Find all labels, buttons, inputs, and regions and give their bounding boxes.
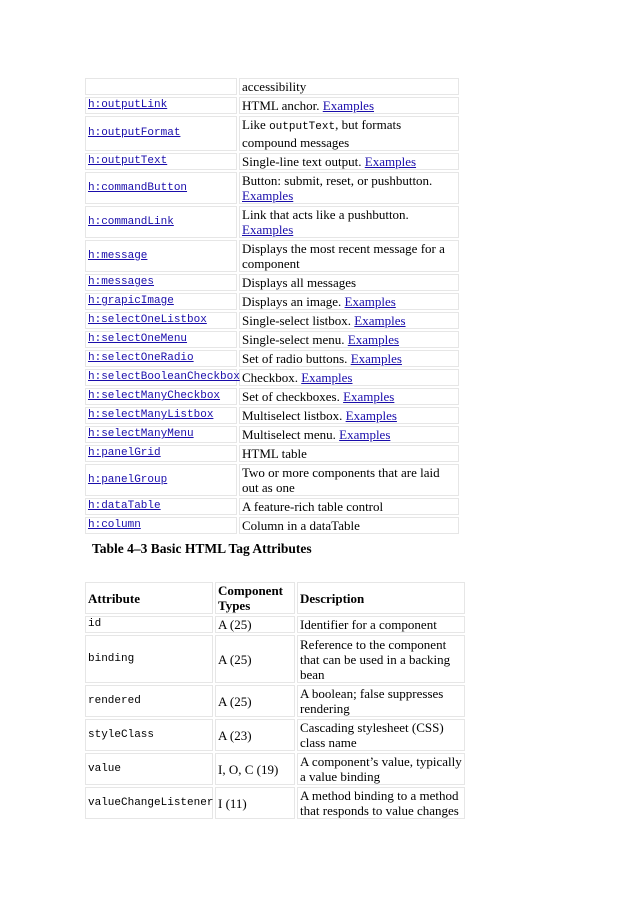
- description-cell: Reference to the component that can be used in a backing bean: [297, 635, 465, 683]
- tag-link[interactable]: h:message: [88, 249, 148, 262]
- component-types-cell: A (23): [215, 719, 295, 751]
- attribute-cell: binding: [85, 635, 213, 683]
- table-row: [85, 350, 459, 367]
- component-types-cell: A (25): [215, 685, 295, 717]
- tag-link[interactable]: h:selectOneRadio: [88, 352, 194, 364]
- tag-cell: [85, 78, 237, 95]
- description-prefix: Like: [242, 117, 270, 132]
- tag-link[interactable]: h:panelGrid: [88, 447, 161, 459]
- component-types-cell: I (11): [215, 787, 295, 819]
- table-row: [85, 293, 459, 310]
- table-row: [85, 116, 459, 151]
- description-cell: [239, 407, 459, 424]
- description-cell: [239, 350, 459, 367]
- description-cell: [239, 97, 459, 114]
- tag-cell[interactable]: [85, 274, 237, 291]
- description-cell: [239, 498, 459, 515]
- description-text: Column in a dataTable: [242, 518, 360, 533]
- table-row: [85, 274, 459, 291]
- tag-link[interactable]: h:commandButton: [88, 181, 188, 194]
- component-types-cell: A (25): [215, 635, 295, 683]
- header-component-types: Component Types: [215, 582, 295, 614]
- table-caption: Table 4–3 Basic HTML Tag Attributes: [92, 541, 312, 556]
- table-row: [85, 206, 459, 238]
- description-cell: [239, 206, 459, 238]
- tag-cell[interactable]: [85, 331, 237, 348]
- attribute-cell: valueChangeListener: [85, 787, 213, 819]
- description-text: accessibility: [242, 79, 307, 94]
- description-cell: Cascading stylesheet (CSS) class name: [297, 719, 465, 751]
- examples-link[interactable]: Examples: [350, 351, 402, 366]
- description-cell: [239, 274, 459, 291]
- attribute-cell: rendered: [85, 685, 213, 717]
- component-types-cell: I, O, C (19): [215, 753, 295, 785]
- table-row: [85, 153, 459, 170]
- tag-cell[interactable]: [85, 206, 237, 238]
- description-text: Two or more components that are laid out as one: [242, 465, 440, 495]
- description-cell: [239, 293, 459, 310]
- description-cell: [239, 172, 459, 204]
- tag-link[interactable]: h:selectManyCheckbox: [88, 390, 221, 402]
- description-text: A feature-rich table control: [242, 499, 384, 514]
- examples-link[interactable]: Examples: [354, 313, 406, 328]
- table-row: [85, 787, 465, 819]
- description-cell: A boolean; false suppresses rendering: [297, 685, 465, 717]
- description-cell: [239, 464, 459, 496]
- description-text: Displays an image.: [242, 294, 345, 309]
- description-text: Multiselect listbox.: [242, 408, 346, 423]
- tag-cell[interactable]: [85, 498, 237, 515]
- description-cell: [239, 240, 459, 272]
- description-text: Single-line text output.: [242, 154, 365, 169]
- description-cell: [239, 388, 459, 405]
- description-cell: [239, 153, 459, 170]
- table-row: [85, 616, 465, 633]
- tag-cell[interactable]: [85, 517, 237, 534]
- header-attribute: Attribute: [85, 582, 213, 614]
- table-row: [85, 172, 459, 204]
- tag-link[interactable]: h:commandLink: [88, 215, 174, 228]
- examples-link[interactable]: Examples: [322, 98, 375, 113]
- tag-link[interactable]: h:outputText: [88, 155, 168, 167]
- description-cell: A method binding to a method that responds to value changes: [297, 787, 465, 819]
- description-cell: [239, 426, 459, 443]
- examples-link[interactable]: Examples: [242, 222, 294, 237]
- tag-link[interactable]: h:selectOneListbox: [88, 314, 207, 326]
- tag-link[interactable]: h:column: [88, 519, 141, 531]
- tag-cell[interactable]: [85, 312, 237, 329]
- description-text: Displays the most recent message for a component: [242, 241, 445, 271]
- tag-link[interactable]: h:panelGroup: [88, 473, 168, 486]
- description-text: HTML table: [242, 446, 307, 461]
- attribute-cell: value: [85, 753, 213, 785]
- tag-link[interactable]: h:selectOneMenu: [88, 333, 188, 345]
- table-row: [85, 685, 465, 717]
- description-cell: [239, 116, 459, 151]
- description-text: Single-select menu.: [242, 332, 348, 347]
- table-row: [85, 426, 459, 443]
- examples-link[interactable]: Examples: [339, 427, 391, 442]
- description-cell: [239, 445, 459, 462]
- tag-link[interactable]: h:outputFormat: [88, 127, 181, 139]
- description-cell: [239, 78, 459, 95]
- table-row: [85, 312, 459, 329]
- table-row: [85, 753, 465, 785]
- tag-link[interactable]: h:selectManyMenu: [88, 428, 194, 440]
- tag-cell[interactable]: [85, 240, 237, 272]
- description-text: Displays all messages: [242, 275, 357, 290]
- description-cell: [239, 312, 459, 329]
- tag-cell[interactable]: [85, 293, 237, 310]
- tag-cell[interactable]: [85, 407, 237, 424]
- tag-cell[interactable]: [85, 426, 237, 443]
- component-types-cell: A (25): [215, 616, 295, 633]
- description-text: Set of checkboxes.: [242, 389, 344, 404]
- attributes-table-body: [85, 616, 465, 819]
- table-row: [85, 97, 459, 114]
- description-text: HTML anchor.: [242, 98, 323, 113]
- attribute-cell: styleClass: [85, 719, 213, 751]
- table-row: [85, 240, 459, 272]
- examples-link[interactable]: Examples: [242, 188, 294, 203]
- tag-table-body: [85, 78, 459, 534]
- tag-link[interactable]: h:outputLink: [88, 99, 168, 111]
- table-row: [85, 517, 459, 534]
- description-text: Set of radio buttons.: [242, 351, 351, 366]
- table-row: [85, 719, 465, 751]
- tag-cell[interactable]: [85, 445, 237, 462]
- description-cell: [239, 369, 459, 386]
- table-row: [85, 635, 465, 683]
- tag-cell[interactable]: [85, 116, 237, 151]
- table-row: [85, 464, 459, 496]
- examples-link[interactable]: Examples: [347, 332, 400, 347]
- header-description: Description: [297, 582, 465, 614]
- description-text: Button: submit, reset, or pushbutton.: [242, 173, 433, 188]
- attributes-table: [83, 580, 467, 821]
- tag-link[interactable]: h:messages: [88, 276, 155, 288]
- table-row: [85, 498, 459, 515]
- examples-link[interactable]: Examples: [344, 294, 396, 309]
- tag-cell[interactable]: [85, 153, 237, 170]
- description-text: Multiselect menu.: [242, 427, 340, 442]
- description-code: outputText: [269, 121, 336, 133]
- tag-cell[interactable]: [85, 172, 237, 204]
- tag-link[interactable]: h:grapicImage: [88, 295, 174, 307]
- description-cell: [239, 517, 459, 534]
- table-row: [85, 407, 459, 424]
- attribute-cell: id: [85, 616, 213, 633]
- description-text: , but formats compound messages: [242, 117, 402, 150]
- examples-link[interactable]: Examples: [301, 370, 353, 385]
- description-cell: [239, 331, 459, 348]
- examples-link[interactable]: Examples: [343, 389, 395, 404]
- examples-link[interactable]: Examples: [345, 408, 397, 423]
- tag-cell[interactable]: [85, 388, 237, 405]
- tag-link[interactable]: h:dataTable: [88, 500, 161, 512]
- attributes-header-row: [85, 582, 465, 614]
- description-text: Link that acts like a pushbutton.: [242, 207, 409, 222]
- tag-cell[interactable]: [85, 464, 237, 496]
- tag-cell[interactable]: [85, 369, 240, 386]
- tag-cell[interactable]: [85, 97, 237, 114]
- table-row: [85, 388, 459, 405]
- table-row: [85, 369, 459, 386]
- table-row: [85, 331, 459, 348]
- tag-table: [83, 76, 461, 536]
- tag-cell[interactable]: [85, 350, 237, 367]
- description-cell: A component’s value, typically a value binding: [297, 753, 465, 785]
- table-row: [85, 78, 459, 95]
- description-text: Single-select listbox.: [242, 313, 355, 328]
- description-cell: Identifier for a component: [297, 616, 465, 633]
- table-row: [85, 445, 459, 462]
- examples-link[interactable]: Examples: [364, 154, 417, 169]
- tag-link[interactable]: h:selectBooleanCheckbox: [88, 371, 240, 383]
- tag-link[interactable]: h:selectManyListbox: [88, 409, 214, 421]
- description-text: Checkbox.: [242, 370, 302, 385]
